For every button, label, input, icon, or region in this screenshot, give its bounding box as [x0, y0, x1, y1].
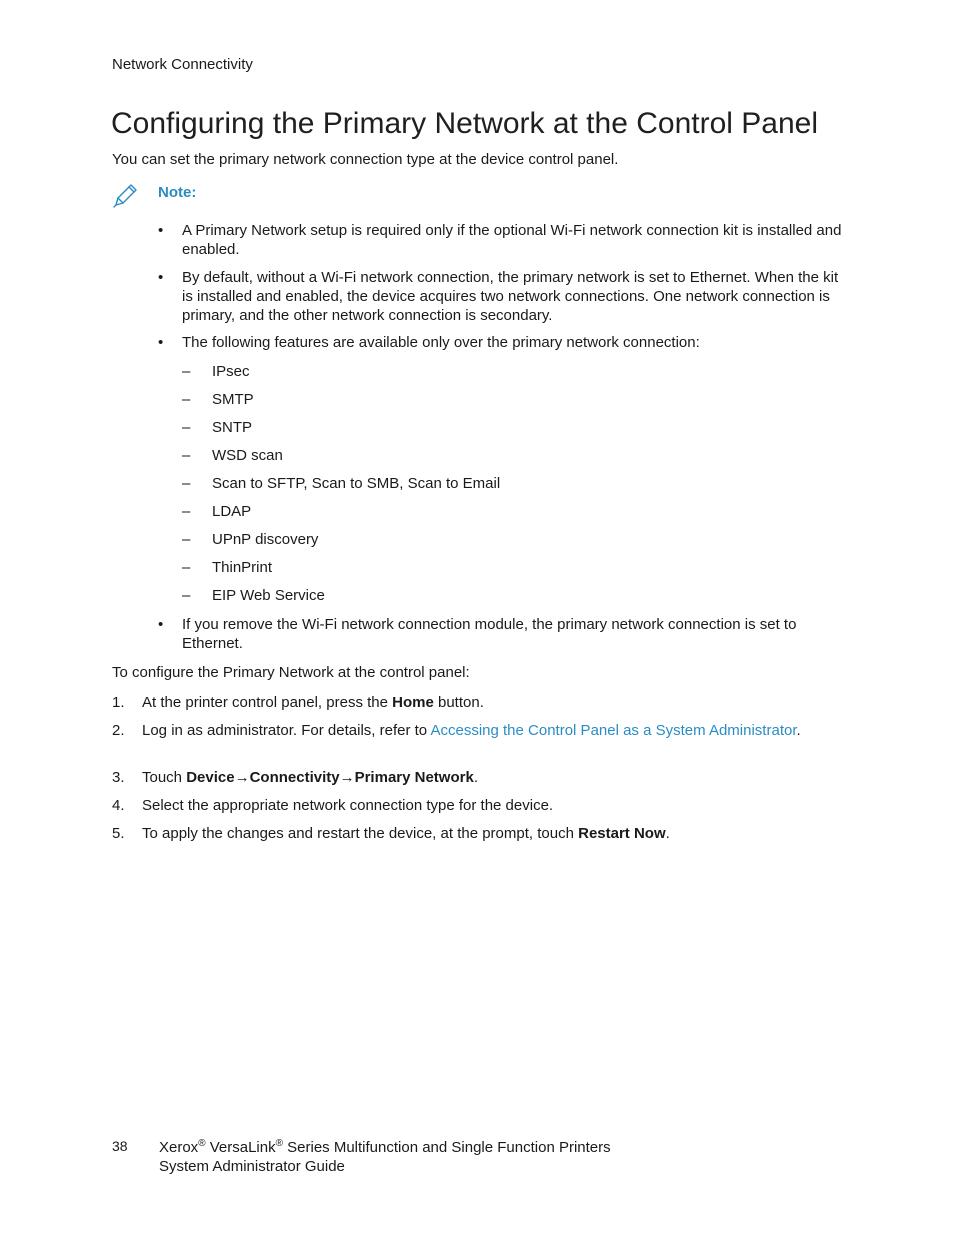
step-text: At the printer control panel, press the	[142, 694, 393, 711]
feature-item: – LDAP	[182, 502, 848, 530]
step-number: 5.	[112, 825, 125, 842]
step-text: button.	[433, 694, 484, 711]
note-bullet-list	[158, 221, 848, 653]
brand-name: Xerox	[159, 1139, 199, 1156]
note-body	[158, 221, 848, 653]
feature-item: – IPsec	[182, 362, 848, 390]
procedure-step	[112, 796, 832, 824]
footer-line-1	[159, 1138, 611, 1157]
procedure-step	[112, 824, 832, 852]
procedure-steps	[112, 693, 832, 852]
step-text: .	[473, 769, 478, 786]
arrow-icon: →	[234, 769, 250, 786]
feature-item: – ThinPrint	[182, 558, 848, 586]
note-bullet	[158, 615, 848, 653]
note-bullet-text: • The following features are available only over the primary network connection:	[182, 334, 700, 351]
step-ui-term: Home	[392, 694, 434, 711]
feature-item: – WSD scan	[182, 446, 848, 474]
step-text: Touch	[142, 769, 187, 786]
note-bullet	[158, 268, 848, 333]
step-ui-term: Restart Now	[578, 825, 666, 842]
pencil-icon	[112, 183, 138, 209]
step-number: 1.	[112, 694, 125, 711]
page-number: 38	[112, 1138, 128, 1154]
procedure-intro: To configure the Primary Network at the control panel:	[112, 664, 470, 681]
feature-item: – Scan to SFTP, Scan to SMB, Scan to Email	[182, 474, 848, 502]
page-title: Configuring the Primary Network at the Control Panel	[111, 107, 818, 140]
footer-text: Series Multifunction and Single Function Printers	[282, 1139, 611, 1156]
arrow-icon: →	[339, 769, 355, 786]
note-bullet-text: If you remove the Wi-Fi network connection module, the primary network connection is set to Ethernet.	[182, 616, 797, 652]
note-bullet	[158, 333, 848, 615]
feature-item: – SMTP	[182, 390, 848, 418]
control-panel-admin-link[interactable]: Accessing the Control Panel as a System Administrator	[430, 722, 797, 739]
note-bullet-text: By default, without a Wi-Fi network connection, the primary network is set to Ethernet. When the kit is installed and enabled, the device acquires two network connections. One network connection is primary, and the other network connection is secondary.	[182, 269, 839, 324]
note-bullet-text: A Primary Network setup is required only if the optional Wi-Fi network connection kit is installed and enabled.	[182, 222, 842, 258]
registered-mark: ®	[275, 1138, 283, 1149]
step-text: .	[665, 825, 670, 842]
footer-title	[159, 1138, 611, 1176]
note-label: Note:	[158, 184, 197, 201]
feature-list	[182, 362, 848, 614]
feature-item: – UPnP discovery	[182, 530, 848, 558]
step-text: .	[796, 722, 801, 739]
step-number: 3.	[112, 769, 125, 786]
feature-item: – EIP Web Service	[182, 586, 848, 614]
footer-line-2: System Administrator Guide	[159, 1158, 345, 1175]
step-number: 2.	[112, 722, 125, 739]
intro-paragraph: You can set the primary network connection type at the device control panel.	[112, 151, 619, 168]
step-number: 4.	[112, 797, 125, 814]
note-bullet	[158, 221, 848, 268]
step-text: To apply the changes and restart the device, at the prompt, touch	[142, 825, 579, 842]
product-name: VersaLink	[209, 1139, 276, 1156]
procedure-step	[112, 721, 832, 768]
procedure-step	[112, 693, 832, 721]
procedure-step	[112, 768, 832, 796]
step-ui-term: Connectivity	[249, 769, 340, 786]
step-ui-term: Device	[186, 769, 235, 786]
feature-item: – SNTP	[182, 418, 848, 446]
step-ui-term: Primary Network	[354, 769, 474, 786]
running-header: Network Connectivity	[112, 56, 253, 73]
step-text: Log in as administrator. For details, refer to	[142, 722, 431, 739]
step-text: Select the appropriate network connection type for the device.	[142, 797, 554, 814]
registered-mark: ®	[198, 1138, 206, 1149]
